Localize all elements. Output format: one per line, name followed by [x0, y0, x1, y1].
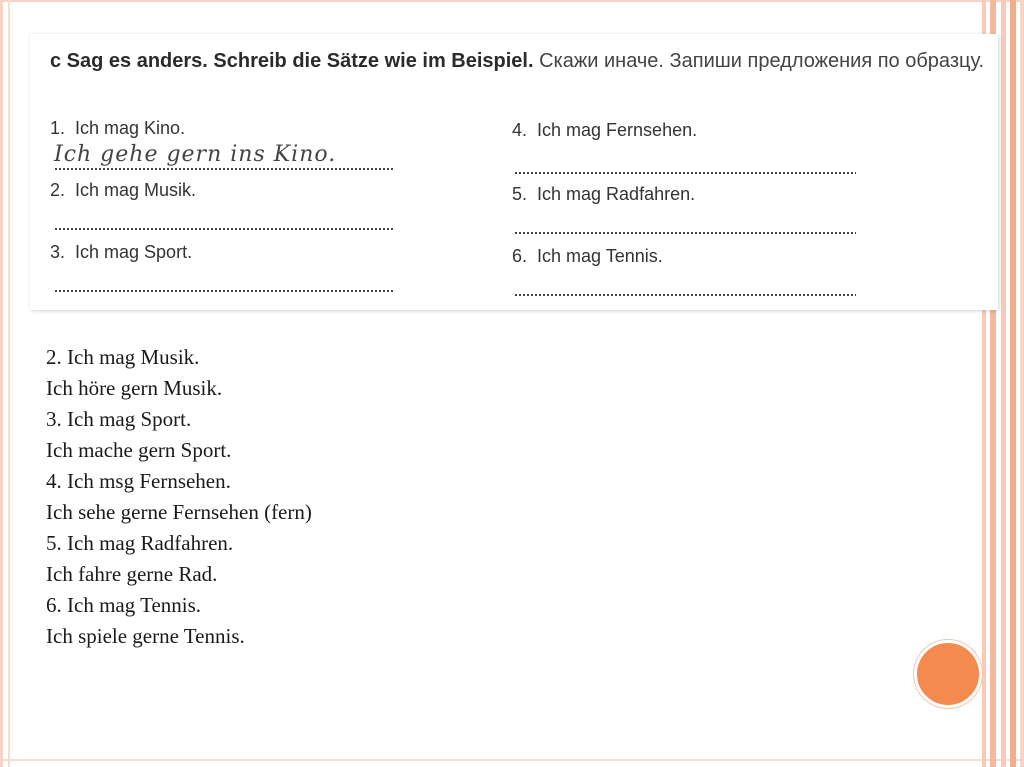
answer-line-text: 4. Ich msg Fernsehen.	[46, 469, 231, 493]
answer-line	[514, 294, 856, 296]
answer-line	[54, 290, 394, 292]
answer-line-text: 5. Ich mag Radfahren.	[46, 531, 234, 555]
item-number: 3.	[50, 242, 66, 262]
answer-line-text: Ich höre gern Musik.	[46, 376, 223, 400]
worksheet-item-3	[50, 242, 192, 263]
item-number: 1.	[50, 118, 66, 138]
answer-line-text: 6. Ich mag Tennis.	[46, 593, 202, 617]
worksheet-item-6	[512, 246, 663, 267]
answer-line-text: Ich spiele gerne Tennis.	[46, 624, 245, 648]
worksheet-title-ru: Скажи иначе. Запиши предложения по образцу.	[539, 50, 985, 72]
answer-line-text: Ich sehe gerne Fernsehen (fern)	[46, 500, 312, 524]
answer-line-text: 2. Ich mag Musik.	[46, 345, 200, 369]
accent-circle	[914, 640, 982, 708]
worksheet-title-de: c Sag es anders. Schreib die Sätze wie im Beispiel.	[50, 50, 534, 72]
answer-line	[514, 232, 856, 234]
answer-line	[54, 228, 394, 230]
item-text: Ich mag Kino.	[75, 118, 186, 138]
answer-line	[54, 168, 394, 170]
answer-line-text: 3. Ich mag Sport.	[46, 407, 192, 431]
frame-line-left	[8, 0, 10, 767]
worksheet-item-1	[50, 118, 185, 139]
item-text: Ich mag Musik.	[75, 180, 197, 200]
item-text: Ich mag Radfahren.	[537, 184, 696, 204]
item-text: Ich mag Sport.	[75, 242, 193, 262]
handwritten-example-answer: Ich gehe gern ins Kino.	[54, 142, 337, 167]
item-text: Ich mag Fernsehen.	[537, 120, 698, 140]
item-number: 4.	[512, 120, 528, 140]
item-text: Ich mag Tennis.	[537, 246, 663, 266]
worksheet-image	[30, 34, 998, 310]
worksheet-item-4	[512, 120, 697, 141]
stripe	[1001, 0, 1006, 767]
answers-text	[46, 342, 312, 652]
item-number: 2.	[50, 180, 66, 200]
stripe	[1020, 0, 1024, 767]
worksheet-item-5	[512, 184, 695, 205]
frame-line-bottom	[0, 759, 1024, 761]
answer-line-text: Ich mache gern Sport.	[46, 438, 232, 462]
answer-line-text: Ich fahre gerne Rad.	[46, 562, 218, 586]
stripe	[1010, 0, 1016, 767]
answer-line	[514, 172, 856, 174]
worksheet-title	[50, 46, 990, 76]
item-number: 5.	[512, 184, 528, 204]
worksheet-item-2	[50, 180, 196, 201]
item-number: 6.	[512, 246, 528, 266]
